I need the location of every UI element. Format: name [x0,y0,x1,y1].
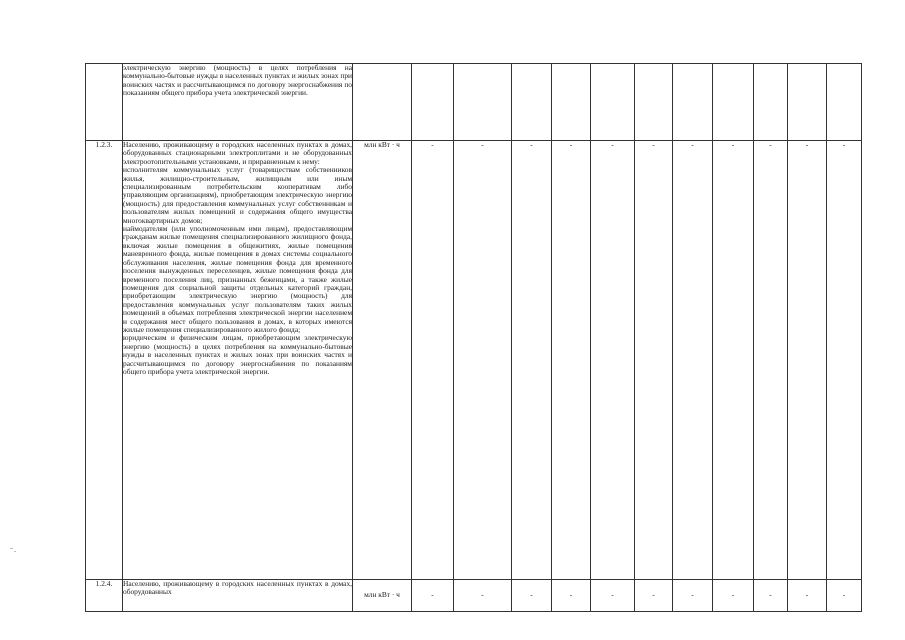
value-cell: - [754,141,788,580]
row-description [123,64,353,141]
description-paragraph: юридическим и физическим лицам, приобретающим электрическую энергию (мощность) в целях потребления на коммунально-бытовые нужды в населенных пунктах и жилых зонах при воинских частях и рассчитывающимся по договору энергоснабжения по показаниям общего прибора учета электрической энергии. [123,333,352,376]
value-cell: - [412,141,454,580]
value-cell: - [713,580,754,612]
row-number [86,64,123,141]
value-cell: - [512,141,552,580]
value-cell: - [713,141,754,580]
scan-mark [10,548,13,549]
value-cell [827,64,862,141]
value-cell: - [552,580,591,612]
description-paragraph: наймодателям (или уполномоченным ими лицам), предоставляющим гражданам жилые помещения специализированного жилищного фонда, включая жилые помещения в общежитиях, жилые помещения маневренного фонда, жилые помещения в домах системы социального обслуживания населения, жилые помещения фонда для временного поселения вынужденных переселенцев, жилые помещения фонда для временного поселения лиц, признанных беженцами, а также жилые помещения для социальной защиты отдельных категорий граждан, приобретающим электрическую энергию (мощность) для предоставления коммунальных услуг пользователям таких жилых помещений в объемах потребления электрической энергии населением и содержания мест общего пользования в домах, в которых имеются жилые помещения специализированного жилого фонда; [123,224,352,334]
table-row [86,141,862,580]
value-cell [552,64,591,141]
value-cell: - [591,141,635,580]
unit-cell: млн кВт · ч [353,580,412,612]
value-cell: - [591,580,635,612]
value-cell: - [512,580,552,612]
value-cell [591,64,635,141]
value-cell [512,64,552,141]
value-cell: - [635,141,673,580]
value-cell: - [788,580,827,612]
unit-cell [353,64,412,141]
value-cell [754,64,788,141]
value-cell: - [673,141,713,580]
row-number: 1.2.3. [86,141,123,580]
value-cell [412,64,454,141]
value-cell: - [454,141,512,580]
value-cell [454,64,512,141]
value-cell: - [454,580,512,612]
table-row [86,580,862,612]
value-cell [713,64,754,141]
value-cell: - [788,141,827,580]
value-cell: - [635,580,673,612]
row-description [123,580,353,612]
row-number: 1.2.4. [86,580,123,612]
value-cell: - [754,580,788,612]
row-description [123,141,353,580]
value-cell [635,64,673,141]
value-cell: - [412,580,454,612]
description-paragraph: исполнителям коммунальных услуг (товариществам собственников жилья, жилищно-строительным, жилищным или иным специализированным потребительским кооперативам либо управляющим организациям), приобретающим электрическую энергию (мощность) для предоставления коммунальных услуг собственникам и пользователям жилых помещений и содержания общего имущества многоквартирных домов; [123,165,352,225]
unit-cell: млн кВт · ч [353,141,412,580]
scan-mark [14,551,16,552]
value-cell: - [552,141,591,580]
value-cell: - [673,580,713,612]
value-cell: - [827,141,862,580]
description-paragraph: электрическую энергию (мощность) в целях потребления на коммунально-бытовые нужды в населенных пунктах и жилых зонах при воинских частях и рассчитывающимся по договору энергоснабжения по показаниям общего прибора учета электрической энергии. [123,63,352,98]
table-row [86,64,862,141]
value-cell [788,64,827,141]
tariff-table [85,63,862,612]
description-paragraph: Населению, проживающему в городских населенных пунктах в домах, оборудованных стационарными электроплитами и не оборудованных электроотопительными установками, и приравненным к нему: [123,140,352,166]
value-cell [673,64,713,141]
value-cell: - [827,580,862,612]
description-paragraph: Населению, проживающему в городских населенных пунктах в домах, оборудованных [123,579,352,597]
